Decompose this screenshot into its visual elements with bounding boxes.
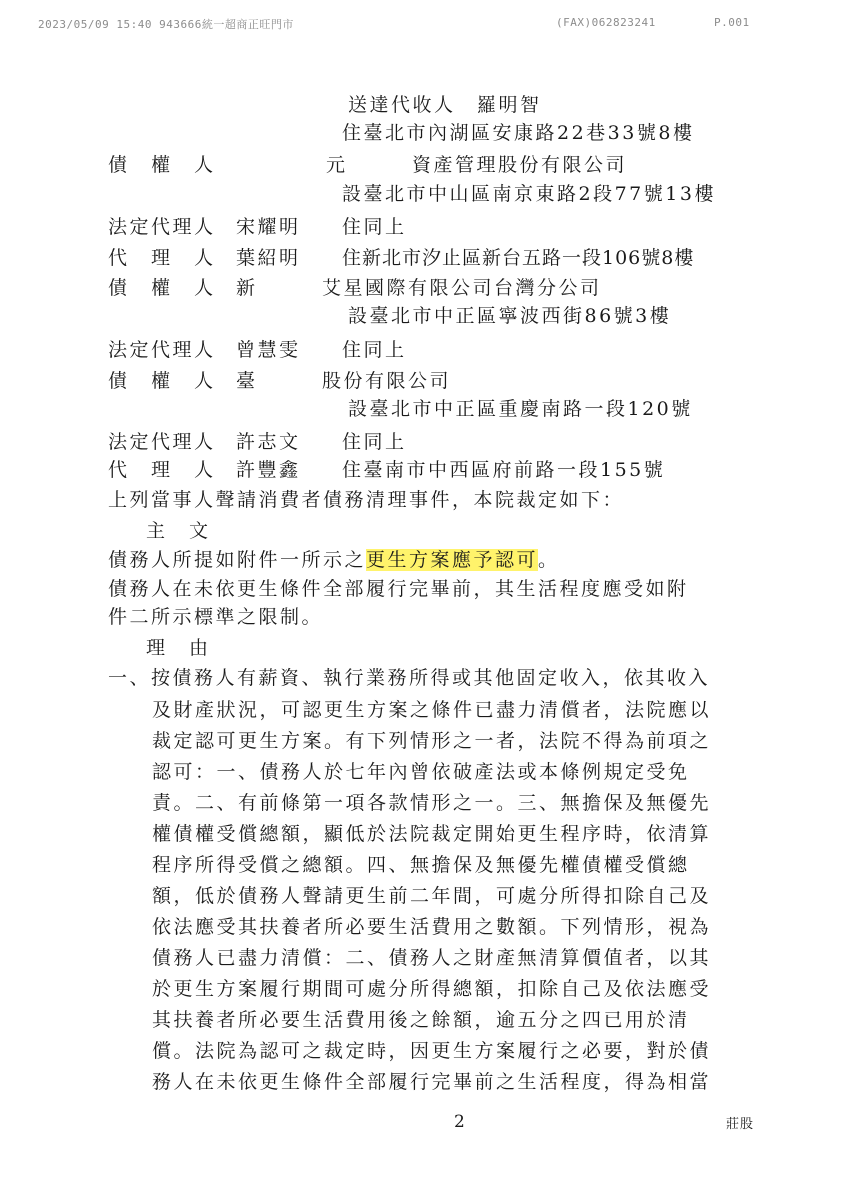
party-address: 住同上 [342, 216, 407, 238]
reason-heading: 理 由 [146, 637, 211, 659]
reason-line: 及財產狀況，可認更生方案之條件已盡力清償者，法院應以 [152, 699, 712, 721]
reason-line: 權債權受償總額，顯低於法院裁定開始更生程序時，依清算 [152, 823, 712, 845]
party-label: 債 權 人 [108, 154, 216, 176]
reason-line: 於更生方案履行期間可處分所得總額，扣除自己及依法應受 [152, 978, 712, 1000]
reason-line: 額，低於債務人聲請更生前二年間，可處分所得扣除自己及 [152, 885, 712, 907]
party-address: 設臺北市中正區重慶南路一段120號 [348, 398, 693, 420]
party-name: 元 資產管理股份有限公司 [326, 154, 628, 176]
main-paragraph-line3: 件二所示標準之限制。 [108, 606, 324, 628]
party-label: 債 權 人 [108, 370, 216, 392]
party-address: 住同上 [342, 431, 407, 453]
party-address: 設臺北市中正區寧波西街86號3樓 [348, 305, 672, 327]
party-agent-address: 住臺北市內湖區安康路22巷33號8樓 [342, 122, 695, 144]
main-heading: 主 文 [146, 520, 211, 542]
footer-section-mark: 莊股 [726, 1117, 755, 1132]
reason-line: 裁定認可更生方案。有下列情形之一者，法院不得為前項之 [152, 730, 712, 752]
main-line1-pre: 債務人所提如附件一所示之 [108, 549, 367, 571]
fax-number: (FAX)062823241 [556, 16, 656, 29]
party-name: 宋耀明 [236, 216, 301, 238]
reason-line: 認可：一、債務人於七年內曾依破產法或本條例規定受免 [152, 761, 690, 783]
party-label: 法定代理人 [108, 339, 216, 361]
reason-line: 程序所得受償之總額。四、無擔保及無優先權債權受償總 [152, 854, 690, 876]
reason-line: 償。法院為認可之裁定時，因更生方案履行之必要，對於債 [152, 1040, 712, 1062]
party-name: 許豐鑫 [236, 459, 301, 481]
main-paragraph-line2: 債務人在未依更生條件全部履行完畢前，其生活程度應受如附 [108, 578, 689, 600]
reason-line: 務人在未依更生條件全部履行完畢前之生活程度，得為相當 [152, 1071, 712, 1093]
party-name: 新 艾星國際有限公司台灣分公司 [236, 277, 602, 299]
party-name: 葉紹明 [236, 247, 301, 269]
reason-line: 債務人已盡力清償：二、債務人之財產無清算價值者，以其 [152, 947, 712, 969]
party-name: 許志文 [236, 431, 301, 453]
main-paragraph-line1 [108, 547, 560, 573]
party-label: 法定代理人 [108, 216, 216, 238]
party-address: 住同上 [342, 339, 407, 361]
party-label: 債 權 人 [108, 277, 216, 299]
reason-line: 依法應受其扶養者所必要生活費用之數額。下列情形，視為 [152, 916, 712, 938]
party-address: 設臺北市中山區南京東路2段77號13樓 [342, 183, 716, 205]
main-line1-post: 。 [538, 549, 560, 571]
reason-line: 一、按債務人有薪資、執行業務所得或其他固定收入，依其收入 [108, 667, 711, 689]
party-name: 曾慧雯 [236, 339, 301, 361]
party-label: 代 理 人 [108, 247, 216, 269]
party-agent-name: 送達代收人 羅明智 [348, 94, 542, 116]
party-address: 住臺南市中西區府前路一段155號 [342, 459, 666, 481]
reason-line: 責。二、有前條第一項各款情形之一。三、無擔保及無優先 [152, 792, 712, 814]
page-number: 2 [454, 1112, 465, 1132]
party-name: 臺 股份有限公司 [236, 370, 452, 392]
reason-line: 其扶養者所必要生活費用後之餘額，逾五分之四已用於清 [152, 1009, 690, 1031]
highlighted-text: 更生方案應予認可 [366, 549, 539, 571]
intro-text: 上列當事人聲請消費者債務清理事件，本院裁定如下： [108, 489, 625, 511]
party-label: 代 理 人 [108, 459, 216, 481]
party-label: 法定代理人 [108, 431, 216, 453]
party-address: 住新北市汐止區新台五路一段106號8樓 [342, 247, 695, 269]
fax-page: P.001 [714, 16, 750, 29]
fax-date-time: 2023/05/09 15:40 943666統一超商正旺門市 [38, 18, 294, 31]
